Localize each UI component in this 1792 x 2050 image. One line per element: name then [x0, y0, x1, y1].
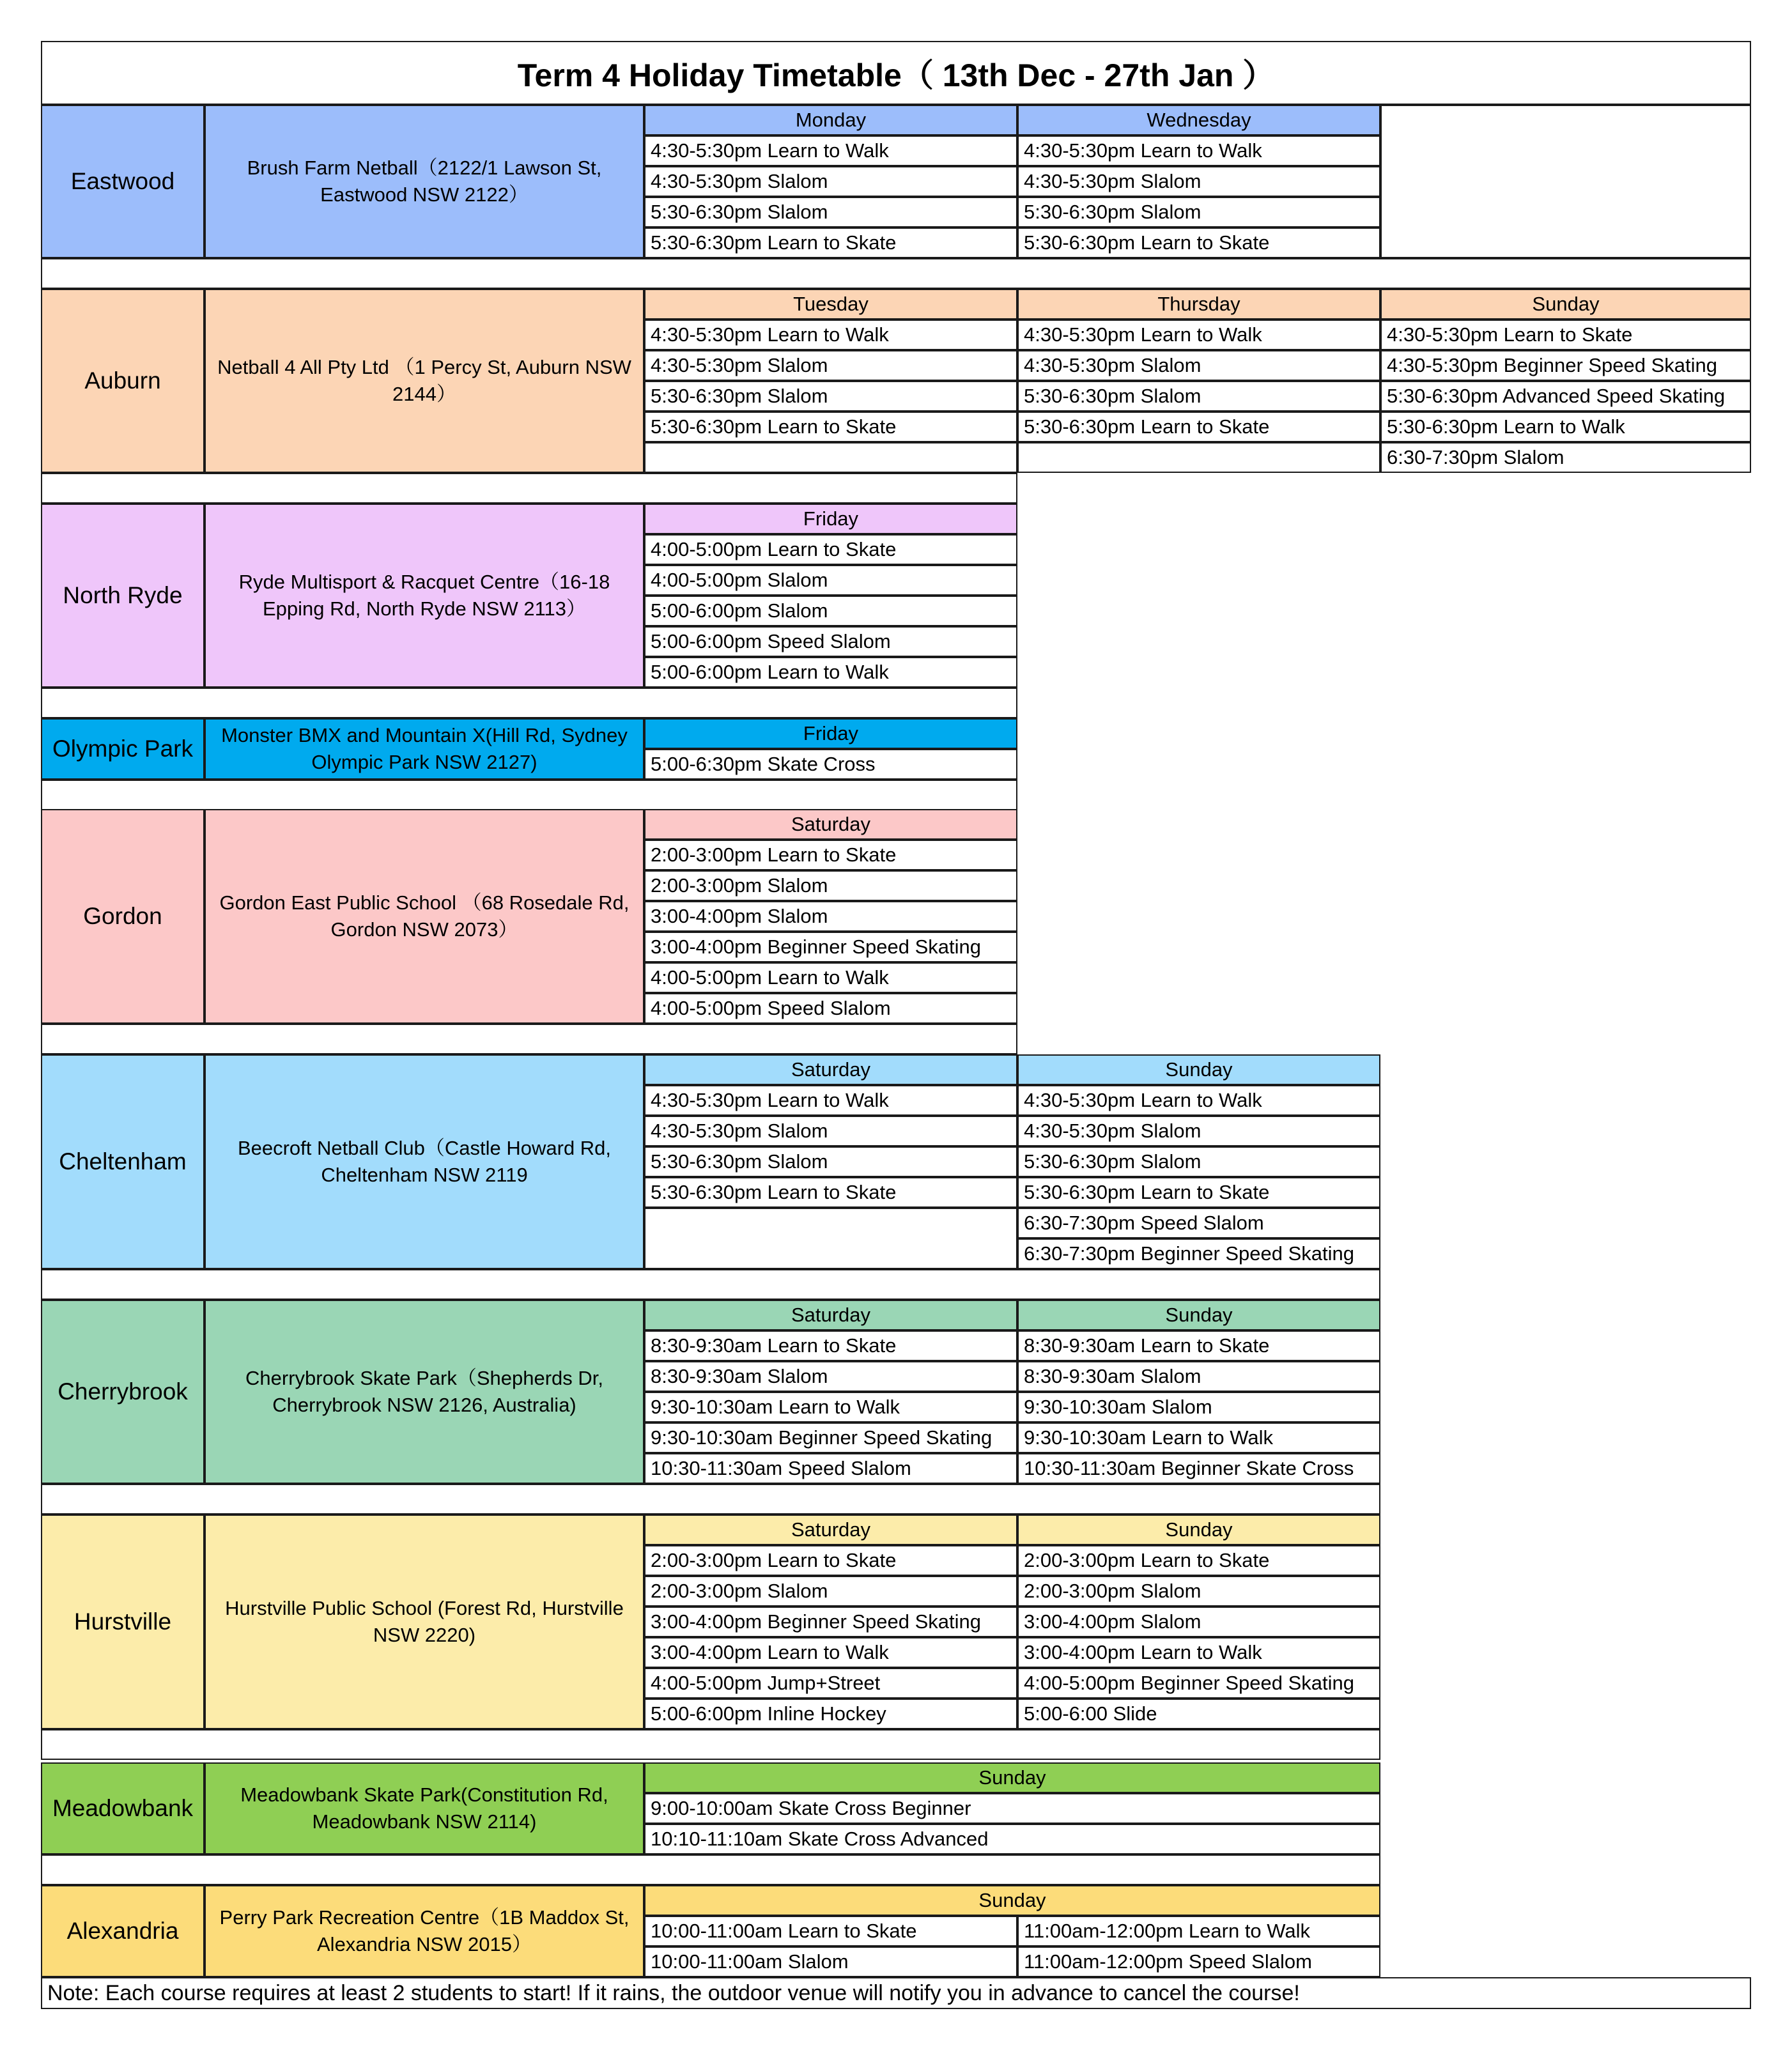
location-north-ryde: North Ryde: [41, 504, 205, 688]
class-slot: 10:00-11:00am Learn to Skate: [644, 1916, 1017, 1946]
separator-row: [41, 258, 1751, 289]
class-slot: 4:30-5:30pm Learn to Walk: [1017, 320, 1380, 350]
class-slot: 5:30-6:30pm Slalom: [644, 197, 1017, 227]
class-slot: 9:30-10:30am Beginner Speed Skating: [644, 1422, 1017, 1453]
address-olympic-park: Monster BMX and Mountain X(Hill Rd, Sydney Olympic Park NSW 2127): [205, 718, 644, 780]
page-title: Term 4 Holiday Timetable（ 13th Dec - 27th Jan ）: [41, 41, 1751, 105]
footer-note: Note: Each course requires at least 2 students to start! If it rains, the outdoor venue will notify you in advance to cancel the course!: [41, 1977, 1751, 2009]
class-slot: 4:30-5:30pm Learn to Walk: [1017, 135, 1380, 166]
class-slot: 4:30-5:30pm Slalom: [1017, 350, 1380, 381]
class-slot: 4:30-5:30pm Learn to Walk: [644, 320, 1017, 350]
class-slot: 5:30-6:30pm Slalom: [1017, 197, 1380, 227]
class-slot: 4:00-5:00pm Slalom: [644, 565, 1017, 596]
class-slot: 4:00-5:00pm Beginner Speed Skating: [1017, 1668, 1380, 1699]
day-header-hurstville-sunday: Sunday: [1017, 1514, 1380, 1545]
location-meadowbank: Meadowbank: [41, 1762, 205, 1854]
separator-row: [41, 1024, 1017, 1054]
class-slot: 6:30-7:30pm Slalom: [1380, 442, 1751, 473]
address-cherrybrook: Cherrybrook Skate Park（Shepherds Dr, Cherrybrook NSW 2126, Australia): [205, 1300, 644, 1484]
location-olympic-park: Olympic Park: [41, 718, 205, 780]
class-slot: 6:30-7:30pm Beginner Speed Skating: [1017, 1238, 1380, 1269]
separator-row: [41, 1729, 1380, 1760]
class-slot: 5:00-6:00 Slide: [1017, 1699, 1380, 1729]
location-eastwood: Eastwood: [41, 105, 205, 258]
separator-row: [41, 1854, 1380, 1885]
day-header-cheltenham-saturday: Saturday: [644, 1054, 1017, 1085]
separator-row: [41, 1484, 1380, 1514]
day-header-alexandria-sunday: Sunday: [644, 1885, 1380, 1916]
day-header-meadowbank-sunday: Sunday: [644, 1762, 1380, 1793]
empty-cell: [1380, 105, 1751, 258]
class-slot: 4:30-5:30pm Slalom: [644, 1116, 1017, 1146]
separator-row: [41, 1269, 1380, 1300]
location-cheltenham: Cheltenham: [41, 1054, 205, 1269]
day-header-eastwood-wednesday: Wednesday: [1017, 105, 1380, 135]
class-slot: 8:30-9:30am Learn to Skate: [1017, 1330, 1380, 1361]
address-alexandria: Perry Park Recreation Centre（1B Maddox St, Alexandria NSW 2015）: [205, 1885, 644, 1977]
class-slot: 6:30-7:30pm Speed Slalom: [1017, 1208, 1380, 1238]
class-slot: 4:30-5:30pm Learn to Walk: [1017, 1085, 1380, 1116]
class-slot: 5:30-6:30pm Learn to Skate: [1017, 1177, 1380, 1208]
class-slot: 2:00-3:00pm Slalom: [1017, 1576, 1380, 1607]
class-slot: 5:00-6:00pm Speed Slalom: [644, 626, 1017, 657]
class-slot: 11:00am-12:00pm Learn to Walk: [1017, 1916, 1380, 1946]
class-slot: 4:00-5:00pm Learn to Walk: [644, 962, 1017, 993]
day-header-cherrybrook-saturday: Saturday: [644, 1300, 1017, 1330]
class-slot: 8:30-9:30am Learn to Skate: [644, 1330, 1017, 1361]
address-north-ryde: Ryde Multisport & Racquet Centre（16-18 Epping Rd, North Ryde NSW 2113）: [205, 504, 644, 688]
class-slot: 9:30-10:30am Learn to Walk: [644, 1392, 1017, 1422]
separator-row: [41, 688, 1017, 718]
day-header-north-ryde-friday: Friday: [644, 504, 1017, 534]
day-header-gordon-saturday: Saturday: [644, 809, 1017, 840]
class-slot: 5:30-6:30pm Slalom: [1017, 381, 1380, 412]
class-slot: 5:00-6:00pm Slalom: [644, 596, 1017, 626]
class-slot: 4:30-5:30pm Slalom: [1017, 1116, 1380, 1146]
class-slot: 4:00-5:00pm Jump+Street: [644, 1668, 1017, 1699]
class-slot: 5:00-6:30pm Skate Cross: [644, 749, 1017, 780]
class-slot: 5:30-6:30pm Slalom: [1017, 1146, 1380, 1177]
class-slot: 2:00-3:00pm Learn to Skate: [644, 1545, 1017, 1576]
location-alexandria: Alexandria: [41, 1885, 205, 1977]
class-slot: 10:30-11:30am Speed Slalom: [644, 1453, 1017, 1484]
class-slot: 2:00-3:00pm Slalom: [644, 1576, 1017, 1607]
location-hurstville: Hurstville: [41, 1514, 205, 1729]
address-eastwood: Brush Farm Netball（2122/1 Lawson St, Eastwood NSW 2122）: [205, 105, 644, 258]
day-header-eastwood-monday: Monday: [644, 105, 1017, 135]
class-slot: 10:00-11:00am Slalom: [644, 1946, 1017, 1977]
class-slot: 11:00am-12:00pm Speed Slalom: [1017, 1946, 1380, 1977]
day-header-cheltenham-sunday: Sunday: [1017, 1054, 1380, 1085]
class-slot: 3:00-4:00pm Slalom: [1017, 1607, 1380, 1637]
address-cheltenham: Beecroft Netball Club（Castle Howard Rd, Cheltenham NSW 2119: [205, 1054, 644, 1269]
address-meadowbank: Meadowbank Skate Park(Constitution Rd, Meadowbank NSW 2114): [205, 1762, 644, 1854]
class-slot: 3:00-4:00pm Slalom: [644, 901, 1017, 932]
class-slot: 3:00-4:00pm Beginner Speed Skating: [644, 1607, 1017, 1637]
day-header-cherrybrook-sunday: Sunday: [1017, 1300, 1380, 1330]
class-slot: 5:30-6:30pm Learn to Skate: [1017, 412, 1380, 442]
class-slot: 10:10-11:10am Skate Cross Advanced: [644, 1824, 1380, 1854]
class-slot: 2:00-3:00pm Slalom: [644, 870, 1017, 901]
empty-cell: [1017, 442, 1380, 473]
address-hurstville: Hurstville Public School (Forest Rd, Hurstville NSW 2220): [205, 1514, 644, 1729]
class-slot: 9:30-10:30am Learn to Walk: [1017, 1422, 1380, 1453]
separator-row: [41, 780, 1017, 810]
class-slot: 5:00-6:00pm Learn to Walk: [644, 657, 1017, 688]
day-header-hurstville-saturday: Saturday: [644, 1514, 1017, 1545]
class-slot: 9:00-10:00am Skate Cross Beginner: [644, 1793, 1380, 1824]
class-slot: 5:30-6:30pm Slalom: [644, 1146, 1017, 1177]
location-cherrybrook: Cherrybrook: [41, 1300, 205, 1484]
day-header-olympic-park-friday: Friday: [644, 718, 1017, 749]
class-slot: 10:30-11:30am Beginner Skate Cross: [1017, 1453, 1380, 1484]
class-slot: 4:30-5:30pm Slalom: [644, 166, 1017, 197]
class-slot: 4:00-5:00pm Speed Slalom: [644, 993, 1017, 1024]
class-slot: 4:30-5:30pm Slalom: [1017, 166, 1380, 197]
empty-cell: [644, 442, 1017, 473]
class-slot: 3:00-4:00pm Learn to Walk: [644, 1637, 1017, 1668]
class-slot: 5:30-6:30pm Learn to Skate: [644, 227, 1017, 258]
empty-cell: [644, 1208, 1017, 1269]
location-auburn: Auburn: [41, 289, 205, 473]
class-slot: 5:30-6:30pm Learn to Skate: [1017, 227, 1380, 258]
class-slot: 5:30-6:30pm Learn to Walk: [1380, 412, 1751, 442]
day-header-auburn-tuesday: Tuesday: [644, 289, 1017, 320]
location-gordon: Gordon: [41, 809, 205, 1024]
class-slot: 8:30-9:30am Slalom: [644, 1361, 1017, 1392]
class-slot: 5:30-6:30pm Advanced Speed Skating: [1380, 381, 1751, 412]
class-slot: 2:00-3:00pm Learn to Skate: [644, 840, 1017, 870]
class-slot: 5:00-6:00pm Inline Hockey: [644, 1699, 1017, 1729]
day-header-auburn-sunday: Sunday: [1380, 289, 1751, 320]
class-slot: 9:30-10:30am Slalom: [1017, 1392, 1380, 1422]
class-slot: 5:30-6:30pm Learn to Skate: [644, 1177, 1017, 1208]
separator-row: [41, 473, 1017, 504]
address-gordon: Gordon East Public School （68 Rosedale Rd, Gordon NSW 2073）: [205, 809, 644, 1024]
class-slot: 5:30-6:30pm Learn to Skate: [644, 412, 1017, 442]
class-slot: 4:30-5:30pm Beginner Speed Skating: [1380, 350, 1751, 381]
class-slot: 3:00-4:00pm Beginner Speed Skating: [644, 932, 1017, 962]
class-slot: 3:00-4:00pm Learn to Walk: [1017, 1637, 1380, 1668]
class-slot: 4:00-5:00pm Learn to Skate: [644, 534, 1017, 565]
class-slot: 8:30-9:30am Slalom: [1017, 1361, 1380, 1392]
address-auburn: Netball 4 All Pty Ltd （1 Percy St, Auburn NSW 2144）: [205, 289, 644, 473]
class-slot: 4:30-5:30pm Learn to Walk: [644, 135, 1017, 166]
class-slot: 2:00-3:00pm Learn to Skate: [1017, 1545, 1380, 1576]
day-header-auburn-thursday: Thursday: [1017, 289, 1380, 320]
class-slot: 4:30-5:30pm Learn to Walk: [644, 1085, 1017, 1116]
class-slot: 4:30-5:30pm Learn to Skate: [1380, 320, 1751, 350]
class-slot: 4:30-5:30pm Slalom: [644, 350, 1017, 381]
class-slot: 5:30-6:30pm Slalom: [644, 381, 1017, 412]
